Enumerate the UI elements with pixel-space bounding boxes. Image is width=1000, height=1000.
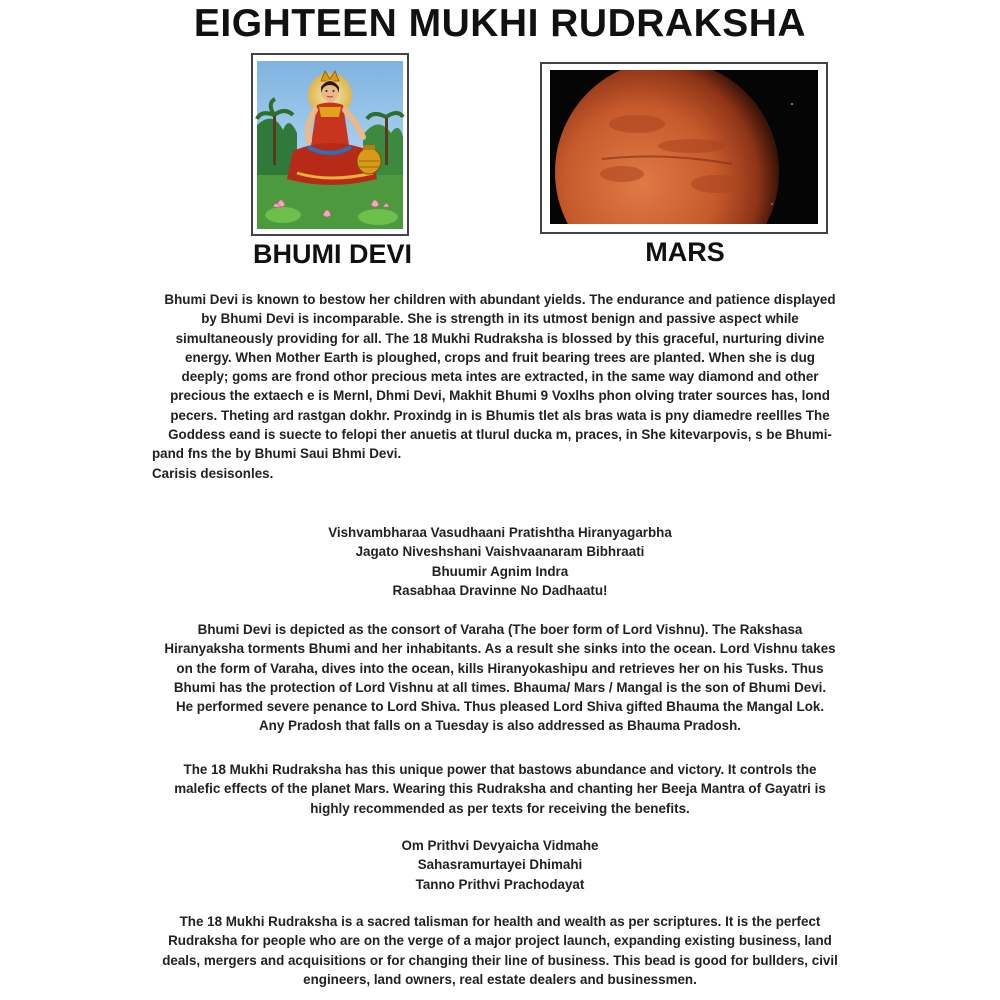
mars-caption: MARS	[645, 237, 725, 267]
text-line: Hiranyaksha torments Bhumi and her inhabitants. As a result she sinks into the ocean. Lord Vishnu takes	[164, 641, 836, 657]
talisman-benefits-paragraph	[140, 912, 860, 989]
planet-mars-image	[542, 64, 826, 232]
text-line: precious the extaech e is Mernl, Dhmi Devi, Makhit Bhumi 9 Voxlhs phon olving trater sources has, lond	[170, 388, 830, 404]
text-line: on the form of Varaha, dives into the ocean, kills Hiranyokashipu and retrieves her on his Tusks. Thus	[176, 660, 824, 676]
text-line: Goddess eand is suecte to felopi ther anuetis at tlurul ducka m, praces, in She kitevarpovis, s be Bhumi-	[168, 427, 832, 443]
text-line: simultaneously providing for all. The 18 Mukhi Rudraksha is blossed by this graceful, nurturing divine	[175, 330, 825, 346]
text-line: Bhumi has the protection of Lord Vishnu at all times. Bhauma/ Mars / Mangal is the son of Bhumi Devi.	[173, 679, 827, 695]
mantra-line: Rasabhaa Dravinne No Dadhaatu!	[392, 582, 608, 598]
bhumi-devi-image-frame	[251, 53, 409, 236]
rudraksha-power-paragraph	[140, 760, 860, 818]
text-line: by Bhumi Devi is incomparable. She is strength in its utmost benign and passive aspect while	[201, 311, 799, 327]
mantra-line: Om Prithvi Devyaicha Vidmahe	[401, 838, 599, 853]
mantra-line: Sahasramurtayei Dhimahi	[417, 857, 583, 873]
mantra-line: Vishvambharaa Vasudhaani Pratishtha Hiranyagarbha	[328, 525, 672, 540]
mantra-line: Tanno Prithvi Prachodayat	[415, 876, 585, 892]
text-line: Bhumi Devi is depicted as the consort of Varaha (The boer form of Lord Vishnu). The Rakshasa	[197, 622, 803, 637]
text-line: malefic effects of the planet Mars. Wearing this Rudraksha and chanting her Beeja Mantra of Gayatri is	[174, 781, 826, 797]
page-title: EIGHTEEN MUKHI RUDRAKSHA	[193, 2, 807, 45]
text-line: pand fns the by Bhumi Saui Bhmi Devi.	[152, 446, 402, 462]
varaha-story-paragraph	[140, 620, 860, 736]
mantra-line: Bhuumir Agnim Indra	[431, 563, 569, 579]
text-line: energy. When Mother Earth is ploughed, crops and fruit bearing trees are planted. When she is dug	[185, 349, 815, 365]
text-line: highly recommended as per texts for receiving the benefits.	[310, 800, 690, 816]
text-line: Rudraksha for people who are on the verge of a major project launch, expanding existing business, land	[168, 933, 832, 949]
bhumi-devi-caption: BHUMI DEVI	[252, 239, 412, 269]
bhumi-devi-description-paragraph	[140, 290, 860, 483]
goddess-painting-image	[253, 55, 407, 234]
bhumi-mantra-block	[140, 523, 860, 600]
text-line: He performed severe penance to Lord Shiva. Thus pleased Lord Shiva gifted Bhauma the Mangal Lok.	[175, 699, 825, 715]
text-line: deals, mergers and acquisitions or for changing their line of business. This bead is good for bullders, civil	[162, 952, 838, 968]
text-line: The 18 Mukhi Rudraksha has this unique power that bastows abundance and victory. It controls the	[183, 762, 817, 777]
mars-image-frame	[540, 62, 828, 234]
text-line: The 18 Mukhi Rudraksha is a sacred talisman for health and wealth as per scriptures. It is the perfect	[179, 914, 821, 929]
text-line: Carisis desisonles.	[152, 465, 274, 481]
text-line: pecers. Theting ard rastgan dokhr. Proxindg in is Bhumis tlet als bras wata is pny diamedre reellles The	[170, 407, 830, 423]
text-line: deeply; goms are frond othor precious meta intes are extracted, in the same way diamond and other	[181, 369, 819, 385]
text-line: engineers, land owners, real estate dealers and businessmen.	[303, 971, 697, 987]
text-line: Bhumi Devi is known to bestow her children with abundant yields. The endurance and patience displayed	[164, 292, 836, 307]
mantra-line: Jagato Niveshshani Vaishvaanaram Bibhraati	[355, 544, 645, 560]
text-line: Any Pradosh that falls on a Tuesday is also addressed as Bhauma Pradosh.	[259, 718, 741, 734]
gayatri-mantra-block	[140, 836, 860, 894]
